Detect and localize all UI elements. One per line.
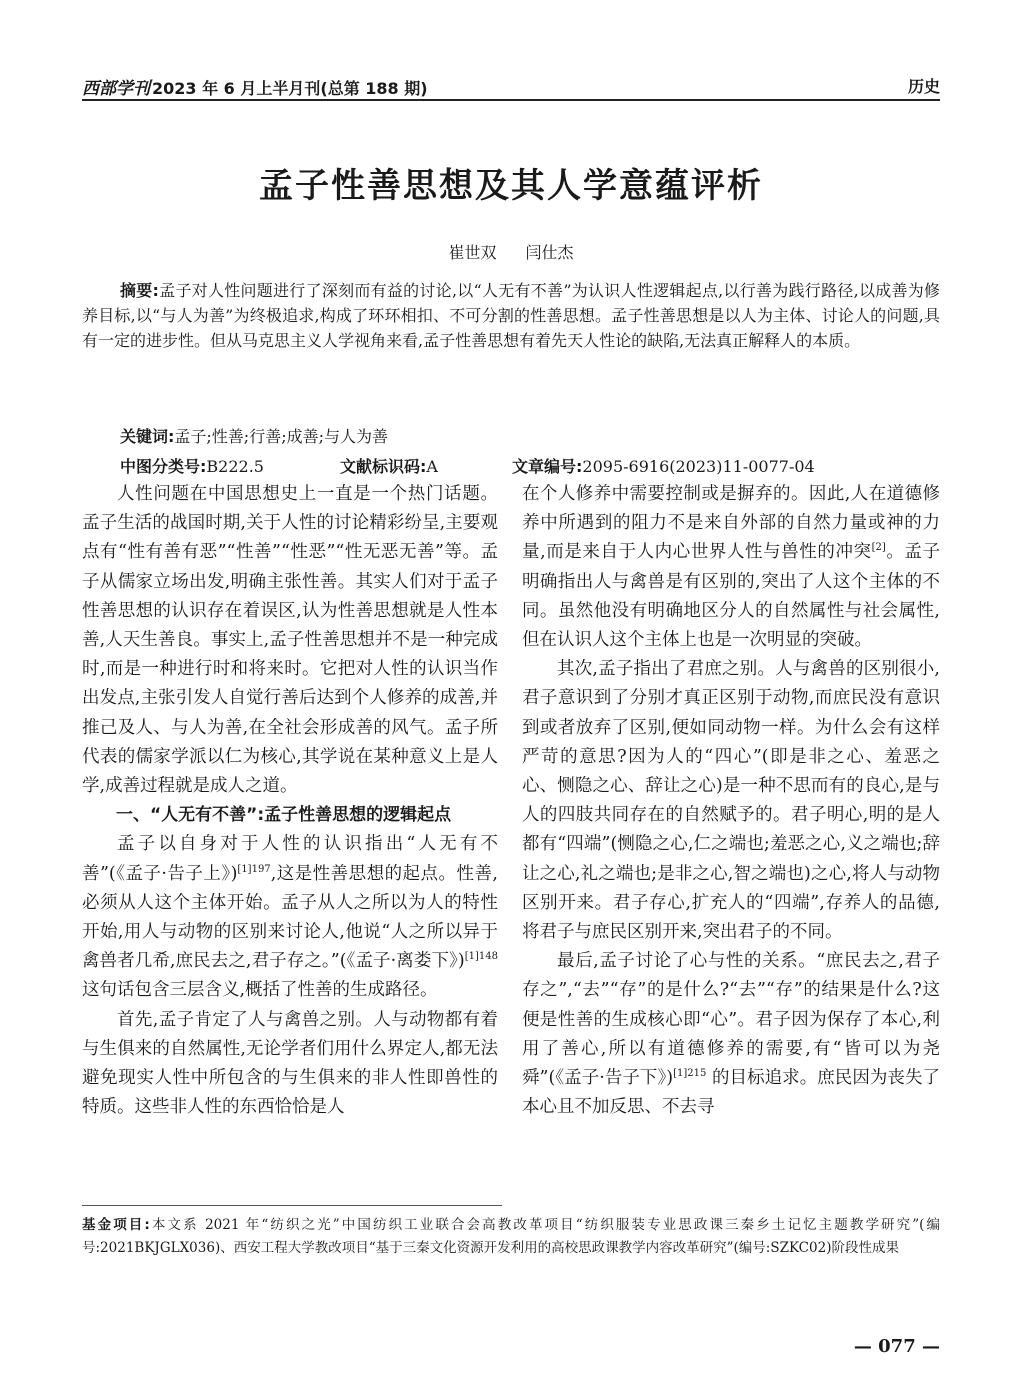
body-paragraph xyxy=(522,480,940,655)
article-title: 孟子性善思想及其人学意蕴评析 xyxy=(259,166,763,206)
body-paragraph: 人性问题在中国思想史上一直是一个热门话题。孟子生活的战国时期,关于人性的讨论精彩纷呈,主要观点有“性有善有恶”“性善”“性恶”“性无恶无善”等。孟子从儒家立场出发,明确主张性善。其实人们对于孟子性善思想的认识存在着误区,认为性善思想就是人性本善,人天生善良。事实上,孟子性善思想并不是一种完成时,而是一种进行时和将来时。它把对人性的认识当作出发点,主张引发人自觉行善后达到个人修养的成善,并推己及人、与人为善,在全社会形成善的风气。孟子所代表的儒家学派以仁为核心,其学说在某种意义上是人学,成善过程就是成人之道。 xyxy=(82,484,498,797)
abstract-label: 摘要: xyxy=(120,281,159,300)
body-paragraph: 首先,孟子肯定了人与禽兽之别。人与动物都有着与生俱来的自然属性,无论学者们用什么界定人,都无法避免现实人性中所包含的与生俱来的非人性即兽性的特质。这些非人性的东西恰恰是人 xyxy=(82,1009,498,1118)
classification-line xyxy=(120,454,940,477)
article-number-label: 文章编号: xyxy=(512,457,583,476)
doc-label: 文献标识码: xyxy=(340,457,427,476)
clc-value: B222.5 xyxy=(206,457,264,476)
journal-logo: 西部学刊 xyxy=(82,79,150,99)
body-column-left xyxy=(82,480,498,1122)
doc-value: A xyxy=(426,457,438,476)
body-paragraph xyxy=(82,830,498,1005)
journal-issue-line xyxy=(82,74,428,99)
footnote-rule xyxy=(82,1205,502,1206)
citation-ref: [2] xyxy=(871,542,886,554)
citation-ref: [1]148 xyxy=(464,951,498,963)
paragraph-text: 。孟子明确指出人与禽兽是有区别的,突出了人这个主体的不同。虽然他没有明确地区分人的自然属性与社会属性,但在认识人这个主体上也是一次明显的突破。 xyxy=(522,542,941,651)
paragraph-text: 在个人修养中需要控制或是摒弃的。因此,人在道德修养中所遇到的阻力不是来自外部的自然力量或神的力量,而是来自于人内心世界人性与兽性的冲突 xyxy=(522,484,940,563)
citation-ref: [1]215 xyxy=(673,1068,707,1080)
page-number: — 077 — xyxy=(853,1336,940,1357)
document-code xyxy=(340,454,438,477)
clc-label: 中图分类号: xyxy=(120,457,207,476)
funding-footnote xyxy=(82,1214,940,1260)
keywords xyxy=(120,424,940,447)
issue-info: 2023 年 6 月上半月刊(总第 188 期) xyxy=(152,79,428,98)
paragraph-text: ,这是性善思想的起点。性善,必须从人这个主体开始。孟子从人之所以为人的特性开始,用人与动物的区别来讨论人,他说“人之所以异于禽兽者几希,庶民去之,君子存之。”(《孟子·离娄下》) xyxy=(82,863,498,972)
article-number xyxy=(512,454,815,477)
keywords-text: 孟子;性善;行善;成善;与人为善 xyxy=(174,427,388,446)
clc-code xyxy=(120,457,264,476)
running-header xyxy=(82,70,940,100)
abstract xyxy=(82,278,940,353)
paragraph-text: 孟子以自身对于人性的认识指出“人无有不善”(《孟子·告子上》) xyxy=(82,834,498,884)
citation-ref: [1]197 xyxy=(237,863,271,875)
body-column-right xyxy=(522,480,940,1122)
author-line xyxy=(82,240,940,263)
footnote-text: 本文系 2021 年“纺织之光”中国纺织工业联合会高教改革项目“纺织服装专业思政课三秦乡土记忆主题教学研究”(编号:2021BKJGLX036)、西安工程大学教改项目“基于三秦文化资源开发利用的高校思政课教学内容改革研究”(编号:SZKC02)阶段性成果 xyxy=(82,1217,941,1256)
header-rule xyxy=(82,99,940,101)
paragraph-text: 这句话包含三层含义,概括了性善的生成路径。 xyxy=(82,980,438,1001)
body-paragraph xyxy=(522,947,940,1122)
footnote-label: 基金项目: xyxy=(82,1217,150,1233)
paragraph-text: 的目标追求。庶民因为丧失了本心且不加反思、不去寻 xyxy=(522,1068,941,1118)
body-paragraph: 其次,孟子指出了君庶之别。人与禽兽的区别很小,君子意识到了分别才真正区别于动物,而庶民没有意识到或者放弃了区别,便如同动物一样。为什么会有这样严苛的意思?因为人的“四心”(即是非之心、羞恶之心、恻隐之心、辞让之心)是一种不思而有的良心,是与人的四肢共同存在的自然赋予的。君子明心,明的是人都有“四端”(恻隐之心,仁之端也;羞恶之心,义之端也;辞让之心,礼之端也;是非之心,智之端也)之心,将人与动物区别开来。君子存心,扩充人的“四端”,存养人的品德,将君子与庶民区别开来,突出君子的不同。 xyxy=(522,659,940,943)
section-heading: 一、“人无有不善”:孟子性善思想的逻辑起点 xyxy=(116,805,452,826)
author-name: 闫仕杰 xyxy=(525,243,574,262)
paragraph-text: 最后,孟子讨论了心与性的关系。“庶民去之,君子存之”,“去”“存”的是什么?“去”“存”的结果是什么?这便是性善的生成核心即“心”。君子因为保存了本心,利用了善心,所以有道德修养的需要,有“皆可以为尧舜”(《孟子·告子下》) xyxy=(522,951,940,1089)
abstract-text: 孟子对人性问题进行了深刻而有益的讨论,以“人无有不善”为认识人性逻辑起点,以行善为践行路径,以成善为修养目标,以“与人为善”为终极追求,构成了环环相扣、不可分割的性善思想。孟子性善思想是以人为主体、讨论人的问题,具有一定的进步性。但从马克思主义人学视角来看,孟子性善思想有着先天人性论的缺陷,无法真正解释人的本质。 xyxy=(82,281,940,350)
author-name: 崔世双 xyxy=(448,243,497,262)
section-label: 历史 xyxy=(907,77,940,96)
keywords-label: 关键词: xyxy=(120,427,175,446)
article-number-value: 2095-6916(2023)11-0077-04 xyxy=(582,457,815,476)
